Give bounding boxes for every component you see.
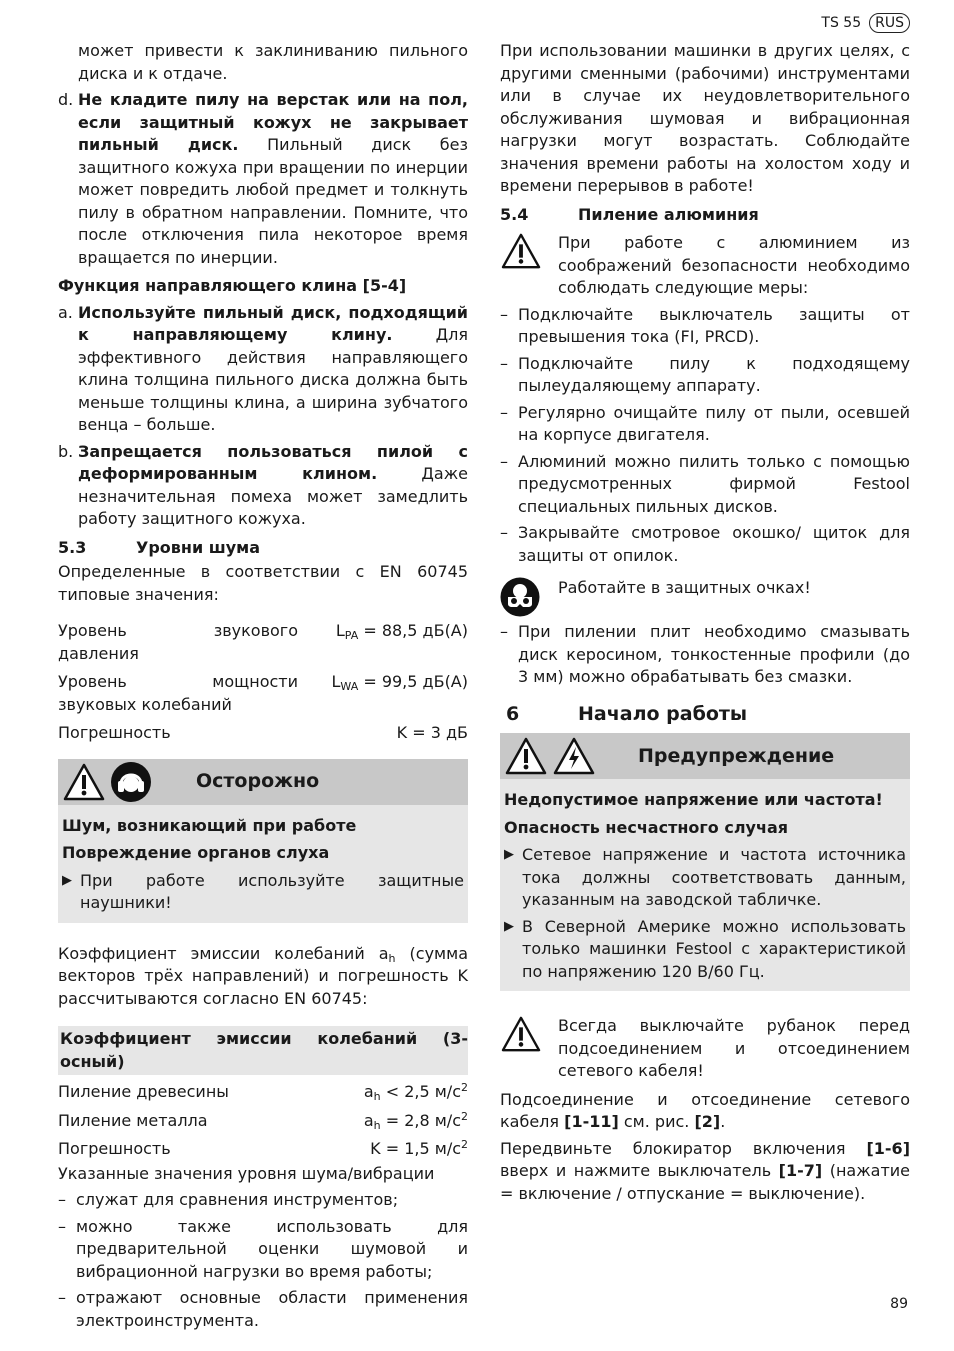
dash: – (500, 402, 508, 422)
caution-consequence: Повреждение органов слуха (62, 843, 330, 862)
figure-ref: [1-11] (564, 1112, 619, 1131)
rule-a (58, 302, 468, 437)
page-number: 89 (890, 1295, 908, 1312)
subscript: h (373, 1090, 381, 1103)
vibration-intro-b: (сумма векторов трёх направлений) и погрешность K рассчитываются согласно EN 60745: (58, 943, 468, 1008)
warning-triangle-icon (500, 232, 558, 300)
list-item (500, 353, 910, 398)
right-column (500, 40, 910, 1205)
list-item (58, 1216, 468, 1284)
rule-a-bold: Используйте пильный диск, подходящий к направляющему клину. (78, 302, 468, 344)
caution-action (62, 870, 464, 915)
warning-triangle-icon (504, 736, 548, 776)
arrow-right-icon: ▶ (62, 872, 72, 888)
list-item (58, 1287, 468, 1332)
dash: – (500, 622, 508, 641)
section-number: 5.4 (500, 204, 529, 224)
list-item-text: При пилении плит необходимо смазывать диск керосином, тонкостенные профили (до 3 мм) можно обрабатывать без смазки. (518, 622, 910, 686)
list-item (500, 304, 910, 349)
warning-header (500, 733, 910, 779)
warning-action-text: В Северной Америке можно использовать только машинки Festool с характеристикой по напряжению 120 В/60 Гц. (522, 916, 906, 981)
list-item-text: Алюминий можно пилить только с помощью предусмотренных фирмой Festool специальных пильных дисков. (518, 451, 910, 516)
section-5-4-heading (500, 204, 910, 227)
sound-pressure-value: = 88,5 дБ(A) (358, 621, 468, 640)
model-label: TS 55 (821, 15, 862, 31)
wood-value: < 2,5 м/с (380, 1082, 461, 1101)
list-item (500, 451, 910, 519)
section-number: 6 (506, 702, 520, 725)
caution-header (58, 759, 468, 805)
caution-action-text: При работе используйте защитные наушники! (80, 870, 464, 912)
rule-d-text: Пильный диск без защитного кожуха при вращении по инерции может повредить любой предмет и толкнуть пилу в обратном направлении. Помните, что после отключения пила некоторое время вращается по инерции. (78, 135, 468, 267)
text: . (720, 1112, 726, 1131)
rule-b-text: Даже незначительная помеха может замедлить работу защитного кожуха. (78, 464, 468, 528)
left-column (58, 40, 468, 1332)
vibration-heading: Коэффициент эмиссии колебаний (3-осный) (58, 1026, 468, 1075)
superscript: 2 (461, 1138, 468, 1151)
text: см. рис. (618, 1112, 695, 1131)
arrow-right-icon: ▶ (504, 918, 514, 934)
rule-a-marker: a. (58, 302, 73, 322)
dash: – (500, 304, 508, 324)
rule-b-marker: b. (58, 441, 74, 461)
dash: – (58, 1216, 66, 1236)
section-5-3-heading (58, 537, 468, 560)
unplug-warning-text: Всегда выключайте рубанок перед подсоединением и отсоединением сетевого кабеля! (558, 1016, 910, 1080)
wedge-heading: Функция направляющего клина [5-4] (58, 276, 407, 295)
section-title: Начало работы (578, 702, 748, 725)
symbol: L (331, 672, 341, 691)
warning-action (504, 844, 906, 912)
aluminium-warning-text: При работе с алюминием из соображений безопасности необходимо соблюдать следующие меры: (558, 233, 910, 297)
metal-label: Пиление металла (58, 1110, 208, 1130)
warning-action (504, 916, 906, 984)
superscript: 2 (461, 1109, 468, 1123)
wood-label: Пиление древесины (58, 1082, 229, 1101)
text: (нажатие = включение / отпускание = выключение). (500, 1161, 911, 1203)
usage-note: При использовании машинки в других целях, с другими сменными (рабочими) инструментами или в случае их неудовлетворительного обслуживания шумовая и вибрационная нагрузки могут возрастать. Соблюдайте значения времени работы на холостом ходу и времени перерывов в работе! (500, 41, 910, 195)
warning-triangle-icon (62, 762, 106, 802)
rule-a-text: Для эффективного действия направляющего клина толщина пильного диска должна быть меньше толщины клина, а ширина зубчатого венца – больше. (78, 325, 468, 434)
rule-b (58, 441, 468, 531)
warning-box (500, 733, 910, 991)
rule-d (58, 89, 468, 269)
caution-hazard: Шум, возникающий при работе (62, 815, 357, 835)
figure-ref: [1-7] (778, 1161, 823, 1180)
dash: – (58, 1190, 66, 1209)
symbol: a (363, 1110, 374, 1130)
noise-intro: Определенные в соответствии с EN 60745 типовые значения: (58, 562, 468, 604)
caution-title: Осторожно (196, 770, 320, 793)
section-6-heading (500, 703, 910, 726)
rule-d-marker: d. (58, 90, 74, 109)
vibration-error-row (58, 1138, 468, 1161)
list-item-text: Подключайте выключатель защиты от превышения тока (FI, PRCD). (518, 304, 910, 346)
metal-row (58, 1110, 468, 1133)
figure-ref: [1-6] (866, 1138, 910, 1158)
subscript: h (388, 951, 396, 965)
figure-ref: [2] (694, 1112, 721, 1131)
vibration-intro (58, 943, 468, 1011)
noise-error-row (58, 722, 468, 745)
list-item-text: можно также использовать для предварительной оценки шумовой и вибрационной нагрузки во время работы; (76, 1216, 468, 1281)
switch-instructions (500, 1138, 910, 1206)
section-title: Уровни шума (136, 537, 261, 557)
superscript: 2 (461, 1081, 468, 1094)
goggles-notice (500, 577, 910, 617)
list-item (500, 402, 910, 447)
sound-pressure-label: Уровень звукового давления (58, 621, 298, 663)
connect-instructions (500, 1089, 910, 1134)
sound-pressure-row (58, 620, 468, 665)
dash: – (500, 353, 508, 373)
warning-title: Предупреждение (638, 744, 835, 767)
list-item-text: Закрывайте смотровое окошко/ щиток для защиты от опилок. (518, 523, 910, 565)
metal-value: = 2,8 м/с (380, 1110, 461, 1130)
safety-goggles-icon (500, 577, 558, 617)
section-title: Пиление алюминия (578, 204, 759, 224)
list-item-text: служат для сравнения инструментов; (76, 1190, 399, 1209)
text: вверх и нажмите выключатель (500, 1161, 779, 1180)
vibration-error-label: Погрешность (58, 1139, 171, 1158)
rule-d-bold: Не кладите пилу на верстак или на пол, если защитный кожух не закрывает пильный диск. (78, 90, 468, 154)
text: Передвиньте блокиратор включения (500, 1138, 867, 1158)
list-item-text: отражают основные области применения электроинструмента. (76, 1288, 468, 1330)
arrow-right-icon: ▶ (504, 847, 514, 862)
wood-row (58, 1081, 468, 1104)
electric-hazard-icon (552, 736, 596, 776)
vibration-intro-a: Коэффициент эмиссии колебаний a (58, 943, 389, 963)
dash: – (500, 451, 508, 471)
sound-power-label: Уровень мощности звуковых колебаний (58, 672, 298, 714)
page-header (821, 12, 910, 35)
continued-text: может привести к заклиниванию пильного диска и к отдаче. (78, 41, 468, 83)
subscript: WA (340, 680, 359, 693)
symbol: L (335, 621, 345, 640)
list-item (500, 621, 910, 689)
list-item (500, 522, 910, 567)
list-item (58, 1189, 468, 1212)
warning-hazard: Недопустимое напряжение или частота! (504, 790, 883, 809)
text: Подсоединение и отсоединение сетевого кабеля (500, 1089, 910, 1131)
warning-triangle-icon (500, 1015, 558, 1083)
dash: – (500, 523, 508, 542)
vibration-error-value: K = 1,5 м/с (370, 1139, 461, 1158)
warning-action-text: Сетевое напряжение и частота источника тока должны соответствовать данным, указанным на заводской табличке. (522, 845, 906, 909)
unplug-warning (500, 1015, 910, 1083)
sound-power-value: = 99,5 дБ(A) (358, 672, 468, 691)
symbol: a (363, 1082, 374, 1101)
aluminium-warning (500, 232, 910, 300)
noise-error-label: Погрешность (58, 723, 171, 742)
ear-protection-icon (110, 761, 152, 803)
warning-consequence: Опасность несчастного случая (504, 817, 789, 837)
section-number: 5.3 (58, 537, 87, 557)
language-badge: RUS (869, 13, 910, 33)
caution-box (58, 759, 468, 923)
values-note: Указанные значения уровня шума/вибрации (58, 1163, 435, 1183)
list-item-text: Подключайте пилу к подходящему пылеудаляющему аппарату. (518, 353, 910, 395)
subscript: PA (344, 629, 359, 642)
goggles-text: Работайте в защитных очках! (558, 578, 811, 597)
rule-b-bold: Запрещается пользоваться пилой с деформированным клином. (78, 441, 468, 483)
list-item-text: Регулярно очищайте пилу от пыли, осевшей на корпусе двигателя. (518, 402, 910, 444)
noise-error-value: K = 3 дБ (396, 723, 468, 742)
subscript: h (373, 1118, 381, 1132)
sound-power-row (58, 671, 468, 716)
dash: – (58, 1288, 66, 1307)
